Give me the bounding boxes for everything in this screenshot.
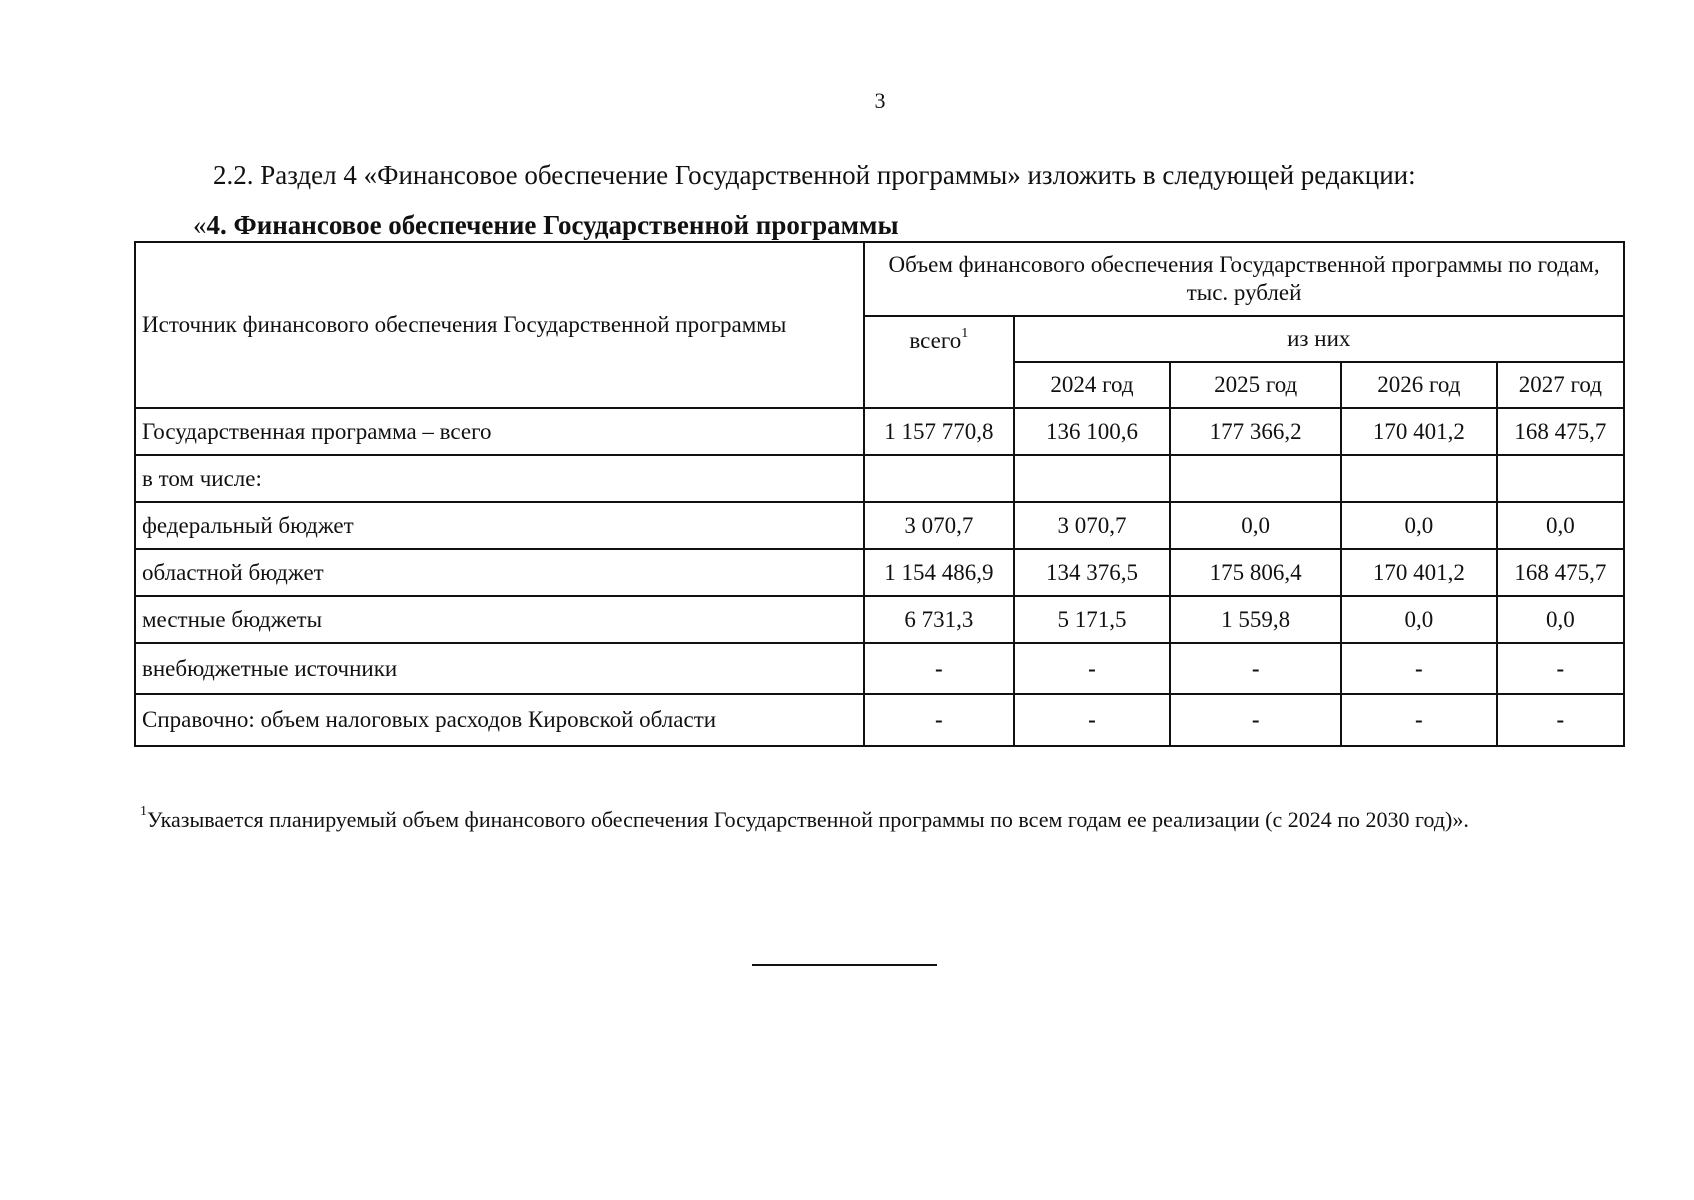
cell-total: - — [864, 694, 1013, 746]
header-volume-cell: Объем финансового обеспечения Государственной программы по годам, тыс. рублей — [864, 242, 1624, 316]
section-title — [193, 210, 899, 241]
header-year-cell: 2024 год — [1014, 362, 1171, 408]
footnote — [140, 803, 1626, 833]
cell-2025: - — [1170, 694, 1341, 746]
cell-2027: - — [1497, 643, 1624, 694]
section-title-text: 4. Финансовое обеспечение Государственной программы — [206, 210, 899, 240]
row-label: областной бюджет — [135, 549, 864, 596]
cell-2026: - — [1341, 643, 1497, 694]
footnote-text: Указывается планируемый объем финансового обеспечения Государственной программы по всем годам ее реализации (с 2024 по 2030 год)». — [147, 807, 1469, 832]
cell-2025: 175 806,4 — [1170, 549, 1341, 596]
header-year-cell: 2027 год — [1497, 362, 1624, 408]
cell-2026: 170 401,2 — [1341, 408, 1497, 455]
cell-total: 6 731,3 — [864, 596, 1013, 643]
row-label: в том числе: — [135, 455, 864, 502]
table-row — [135, 502, 1624, 549]
cell-2027: 168 475,7 — [1497, 408, 1624, 455]
cell-2027: 0,0 — [1497, 502, 1624, 549]
footnote-reference: 1 — [961, 326, 969, 342]
cell-2024: - — [1014, 643, 1171, 694]
cell-2026: 170 401,2 — [1341, 549, 1497, 596]
table-header-row — [135, 242, 1624, 316]
cell-2027: 0,0 — [1497, 596, 1624, 643]
cell-2026: 0,0 — [1341, 502, 1497, 549]
cell-2027: 168 475,7 — [1497, 549, 1624, 596]
cell-2026: 0,0 — [1341, 596, 1497, 643]
cell-2024: 136 100,6 — [1014, 408, 1171, 455]
cell-2025: 0,0 — [1170, 502, 1341, 549]
cell-2025: 177 366,2 — [1170, 408, 1341, 455]
cell-total: 1 157 770,8 — [864, 408, 1013, 455]
header-of-which-cell: из них — [1014, 316, 1624, 362]
header-year-cell: 2026 год — [1341, 362, 1497, 408]
cell-2026: - — [1341, 694, 1497, 746]
cell-2025: - — [1170, 643, 1341, 694]
row-label: федеральный бюджет — [135, 502, 864, 549]
cell-2024: - — [1014, 694, 1171, 746]
cell-2024: 5 171,5 — [1014, 596, 1171, 643]
cell-total: 1 154 486,9 — [864, 549, 1013, 596]
header-source-cell: Источник финансового обеспечения Государственной программы — [135, 242, 864, 408]
cell-2024 — [1014, 455, 1171, 502]
table-row — [135, 643, 1624, 694]
row-label: внебюджетные источники — [135, 643, 864, 694]
cell-2024: 3 070,7 — [1014, 502, 1171, 549]
cell-2025: 1 559,8 — [1170, 596, 1341, 643]
header-year-cell: 2025 год — [1170, 362, 1341, 408]
row-label: Справочно: объем налоговых расходов Кировской области — [135, 694, 864, 746]
section-title-quote-mark: « — [193, 210, 207, 240]
table-row — [135, 596, 1624, 643]
table-row — [135, 694, 1624, 746]
financing-table — [134, 241, 1625, 747]
table-row — [135, 455, 1624, 502]
cell-2025 — [1170, 455, 1341, 502]
cell-total: 3 070,7 — [864, 502, 1013, 549]
header-total-label: всего — [909, 328, 962, 353]
cell-total: - — [864, 643, 1013, 694]
row-label: местные бюджеты — [135, 596, 864, 643]
cell-2027 — [1497, 455, 1624, 502]
table-row — [135, 549, 1624, 596]
row-label: Государственная программа – всего — [135, 408, 864, 455]
cell-2027: - — [1497, 694, 1624, 746]
table-row — [135, 408, 1624, 455]
cell-2024: 134 376,5 — [1014, 549, 1171, 596]
page-number: 3 — [874, 88, 886, 113]
footnote-mark: 1 — [140, 803, 147, 819]
cell-2026 — [1341, 455, 1497, 502]
amendment-intro-text: 2.2. Раздел 4 «Финансовое обеспечение Государственной программы» изложить в следующей редакции: — [213, 160, 1416, 190]
end-of-document-divider — [752, 964, 937, 966]
cell-total — [864, 455, 1013, 502]
header-total-cell — [864, 316, 1013, 408]
